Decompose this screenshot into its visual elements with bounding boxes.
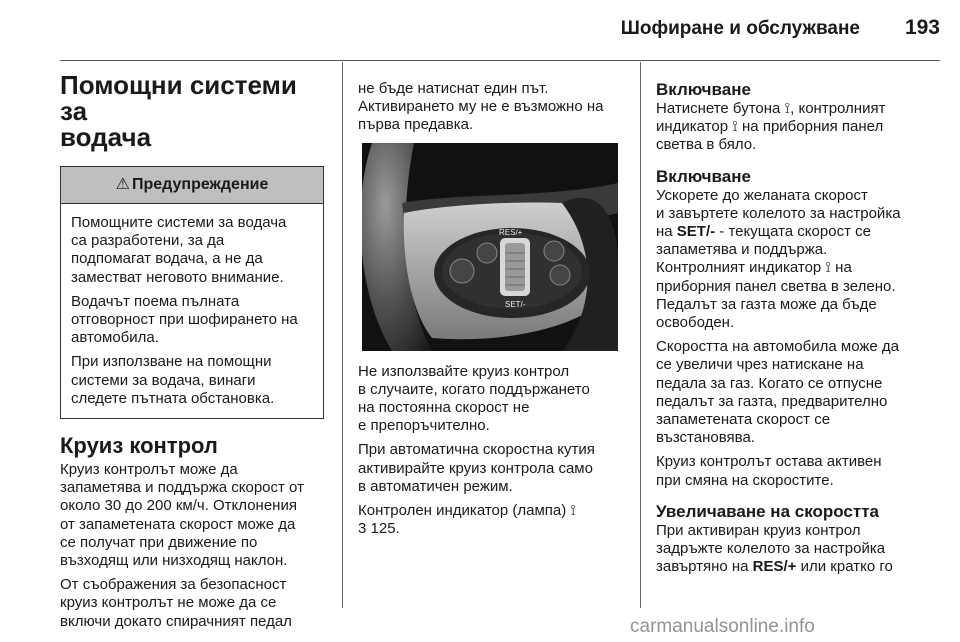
cruise-control-icon: ⟟ — [825, 259, 832, 277]
text-line: приборния панел светва в зелено. — [656, 277, 896, 295]
cruise-control-icon: ⟟ — [784, 100, 791, 117]
text-line: от запаметената скорост може да — [60, 515, 296, 533]
warning-triangle-icon: ⚠ — [115, 176, 130, 193]
column-divider-2 — [640, 62, 641, 608]
steering-wheel-figure — [362, 143, 618, 351]
text-line: Круиз контролът остава активен — [656, 453, 882, 471]
text-line: или кратко го — [796, 558, 893, 576]
paragraph — [656, 338, 946, 447]
paragraph — [656, 453, 946, 489]
text-line: около 30 до 200 км/ч. Отклонения — [60, 497, 297, 515]
text-line: се получат при движение по — [60, 533, 258, 551]
text-line: Натиснете бутона — [656, 100, 781, 117]
text-line: От съображения за безопасност — [60, 576, 287, 594]
text-line: на постоянна скорост не — [358, 399, 530, 417]
text-line: запаметява и поддържа. — [656, 241, 828, 259]
text-line: - текущата скорост се — [715, 223, 871, 241]
cruise-control-icon: ⟟ — [570, 502, 577, 520]
text-line: круиз контролът не може да се — [60, 594, 277, 612]
section-title-cruise-control: Круиз контрол — [60, 433, 218, 459]
text-line: активирайте круиз контрола само — [358, 459, 593, 477]
text-line: , контролният — [790, 100, 886, 117]
set-button-label: SET/- — [676, 223, 716, 241]
text-line: в случаите, когато поддържането — [358, 380, 590, 398]
text-line: подпомагат водача, а не да — [71, 250, 263, 268]
paragraph — [656, 187, 946, 333]
text-line: индикатор — [656, 118, 729, 136]
section-title-driver-assistance — [60, 72, 324, 150]
res-label: RES/+ — [499, 227, 523, 237]
text-line: Педалът за газта може да бъде — [656, 295, 877, 313]
text-line: светва в бяло. — [656, 136, 757, 154]
text-line: отговорност при шофирането на — [71, 311, 298, 329]
cruise-control-icon: ⟟ — [732, 118, 738, 136]
text-line: Помощните системи за водача — [71, 214, 287, 231]
text-line: Скоростта на автомобила може да — [656, 338, 900, 356]
text-line: завъртяно на — [656, 558, 753, 576]
paragraph — [60, 576, 324, 631]
text-line: автомобила. — [71, 329, 159, 347]
warning-title: Предупреждение — [132, 176, 269, 193]
text-line: в автоматичен режим. — [358, 477, 513, 495]
warning-body — [61, 204, 323, 418]
column-2 — [358, 80, 630, 544]
text-line: на — [831, 259, 852, 277]
text-line: при смяна на скоростите. — [656, 471, 834, 489]
warning-paragraph — [71, 293, 313, 348]
text-line: заместват неговото внимание. — [71, 268, 284, 286]
title-line: водача — [60, 122, 152, 152]
warning-box — [60, 166, 324, 419]
title-line: Помощни системи за — [60, 70, 297, 126]
res-button-label: RES/+ — [752, 558, 797, 576]
text-line: Водачът поема пълната — [71, 292, 240, 310]
text-line: на — [656, 223, 677, 241]
paragraph — [358, 80, 630, 135]
warning-paragraph — [71, 353, 313, 408]
text-line: са разработени, за да — [71, 232, 225, 250]
header-divider — [60, 60, 940, 61]
page-reference[interactable]: 125. — [370, 520, 400, 538]
text-line: педалът за газта, предварително — [656, 392, 888, 410]
subheading-activation: Включване — [656, 166, 751, 186]
text-line: първа предавка. — [358, 116, 474, 134]
text-line: освободен. — [656, 314, 735, 332]
paragraph — [656, 522, 946, 577]
page-number: 193 — [904, 16, 940, 39]
text-line: Не използвайте круиз контрол — [358, 362, 570, 380]
text-line: е препоръчително. — [358, 417, 490, 435]
cross-reference-arrow-icon: 3 — [358, 520, 367, 538]
column-divider-1 — [342, 62, 343, 608]
text-line: и завъртете колелото за настройка — [656, 204, 901, 222]
paragraph — [358, 363, 630, 436]
text-line: Активирането му не е възможно на — [358, 98, 604, 116]
text-line: включи докато спирачният педал — [60, 612, 292, 630]
paragraph — [358, 441, 630, 496]
text-line: При автоматична скоростна кутия — [358, 441, 595, 459]
paragraph — [60, 461, 324, 570]
column-3 — [656, 80, 946, 582]
subheading-increase-speed: Увеличаване на скоростта — [656, 501, 879, 521]
text-line: възходящ или низходящ наклон. — [60, 552, 288, 570]
text-line: педала за газ. Когато се отпусне — [656, 374, 883, 392]
warning-paragraph — [71, 214, 313, 287]
column-1 — [60, 72, 324, 637]
text-line: системи за водача, винаги — [71, 371, 256, 389]
subheading-switching-on: Включване — [656, 80, 751, 99]
paragraph — [358, 502, 630, 538]
text-line: Круиз контролът може да — [60, 461, 238, 479]
text-line: Ускорете до желаната скорост — [656, 186, 868, 204]
text-line: следете пътната обстановка. — [71, 389, 275, 407]
text-line: не бъде натиснат един път. — [358, 80, 549, 97]
text-line: запаметява и поддържа скорост от — [60, 479, 304, 497]
warning-header — [61, 167, 323, 204]
text-line: възстановява. — [656, 429, 755, 447]
text-line: При използване на помощни — [71, 353, 272, 371]
text-line: Контролният индикатор — [656, 259, 822, 277]
watermark: carmanualsonline.info — [630, 614, 950, 640]
steering-wheel-illustration — [362, 143, 618, 351]
text-line: запаметената скорост се — [656, 411, 831, 429]
text-line: задръжте колелото за настройка — [656, 540, 886, 558]
text-line: се увеличи чрез натискане на — [656, 356, 864, 374]
running-header: Шофиране и обслужване — [620, 18, 860, 39]
text-line: на приборния панел — [737, 118, 884, 136]
text-line: При активиран круиз контрол — [656, 521, 861, 539]
set-label: SET/- — [505, 299, 526, 309]
text-line: Контролен индикатор (лампа) — [358, 502, 567, 520]
paragraph — [656, 100, 946, 155]
